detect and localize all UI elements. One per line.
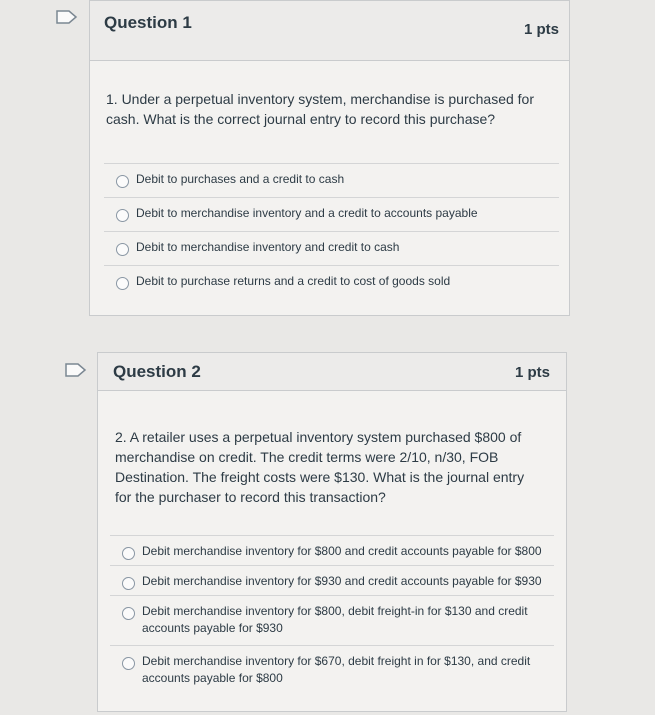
answer-label: Debit to merchandise inventory and credit to cash (136, 240, 400, 254)
answer-label: Debit to purchases and a credit to cash (136, 172, 345, 186)
answer-option[interactable] (104, 197, 559, 231)
answer-option[interactable] (110, 535, 554, 565)
answer-label: Debit to merchandise inventory and a credit to accounts payable (136, 206, 478, 220)
answer-option[interactable] (110, 595, 554, 645)
answer-option[interactable] (104, 231, 559, 265)
question-text: 2. A retailer uses a perpetual inventory system purchased $800 of merchandise on credit. The credit terms were 2/10, n/30, FOB Destination. The freight costs were $130. What is the journal entry for the purchaser to record this transaction? (115, 429, 525, 505)
radio-button[interactable] (122, 547, 135, 560)
answer-label: Debit merchandise inventory for $930 and credit accounts payable for $930 (142, 574, 542, 588)
answer-option[interactable] (104, 265, 559, 299)
question-header (90, 1, 569, 61)
answer-option[interactable] (110, 645, 554, 695)
flag-question-icon[interactable] (56, 10, 78, 24)
question-points: 1 pts (514, 364, 550, 381)
answer-option[interactable] (104, 163, 559, 197)
answer-list (104, 163, 559, 303)
question-points: 1 pts (523, 21, 559, 38)
answer-option[interactable] (110, 565, 554, 595)
question-card (89, 0, 570, 316)
question-title: Question 2 (113, 362, 201, 381)
flag-question-icon[interactable] (65, 363, 87, 377)
radio-button[interactable] (122, 607, 135, 620)
question-title: Question 1 (104, 13, 192, 32)
question-text: 1. Under a perpetual inventory system, merchandise is purchased for cash. What is the correct journal entry to record this purchase? (106, 91, 534, 127)
question-card (97, 352, 567, 712)
radio-button[interactable] (122, 657, 135, 670)
answer-label: Debit merchandise inventory for $800, debit freight-in for $130 and credit accounts payable for $930 (142, 604, 528, 635)
radio-button[interactable] (116, 175, 129, 188)
answer-list (110, 535, 554, 715)
radio-button[interactable] (116, 277, 129, 290)
answer-label: Debit merchandise inventory for $670, debit freight in for $130, and credit accounts payable for $800 (142, 654, 531, 685)
radio-button[interactable] (122, 577, 135, 590)
answer-label: Debit to purchase returns and a credit to cost of goods sold (136, 274, 451, 288)
radio-button[interactable] (116, 243, 129, 256)
question-header (98, 353, 566, 391)
answer-label: Debit merchandise inventory for $800 and credit accounts payable for $800 (142, 544, 542, 558)
radio-button[interactable] (116, 209, 129, 222)
